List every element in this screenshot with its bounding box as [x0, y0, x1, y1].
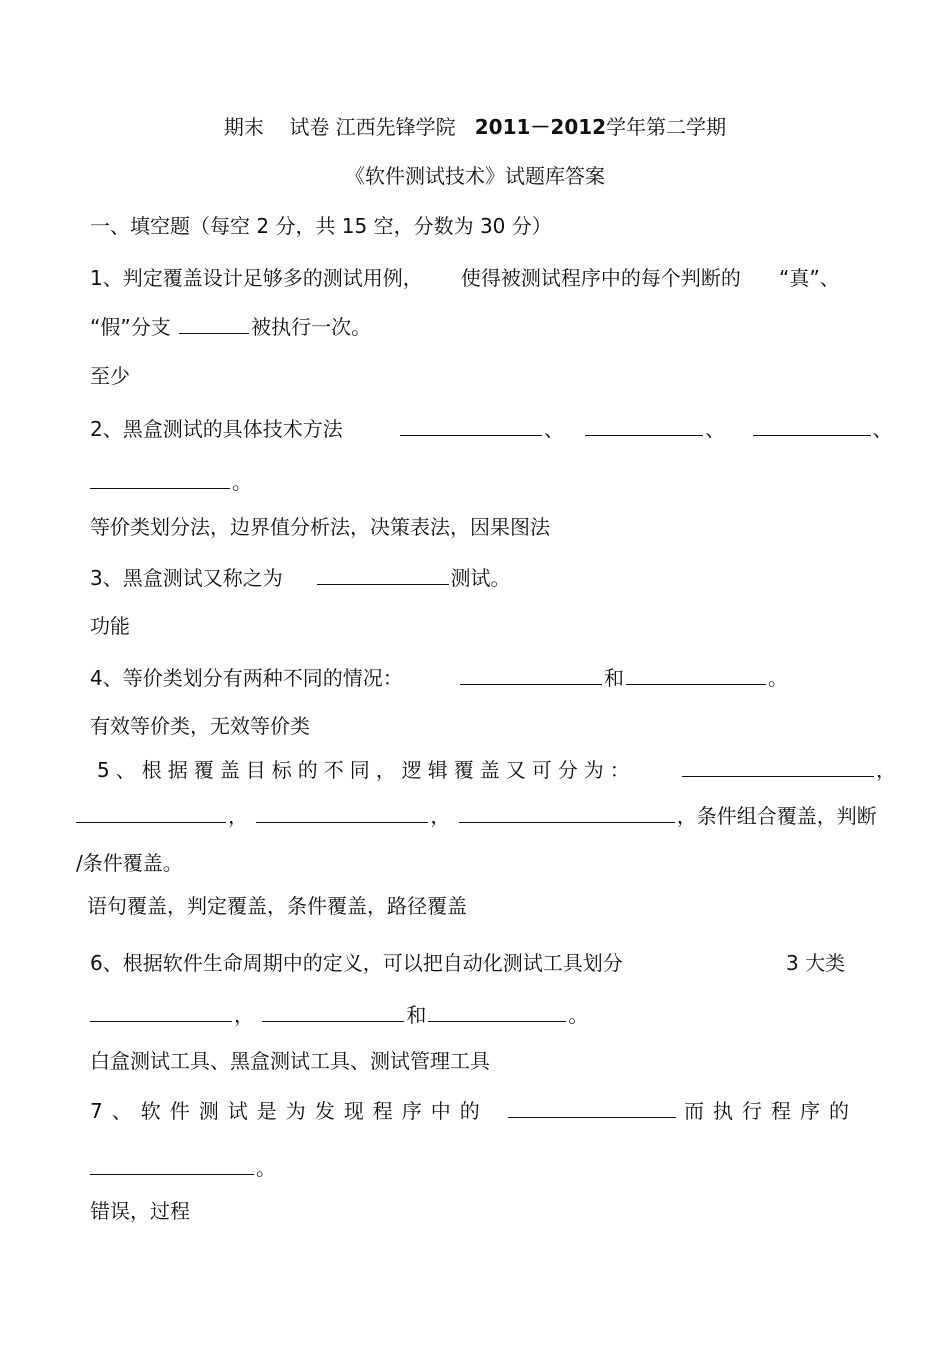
answer-blank — [626, 666, 766, 685]
q1-text-e: 被执行一次。 — [251, 315, 372, 339]
q2-sep: 、 — [544, 417, 564, 441]
answer-blank — [90, 1003, 232, 1022]
answer-5: 语句覆盖，判定覆盖，条件覆盖，路径覆盖 — [87, 894, 467, 918]
page-title — [0, 114, 950, 140]
answer-blank — [76, 804, 226, 823]
question-7-line-1 — [90, 1098, 489, 1124]
question-2-blanks — [398, 416, 893, 442]
section-heading: 一、填空题（每空 2 分，共 15 空，分数为 30 分） — [90, 214, 552, 238]
question-6-line-2 — [90, 1002, 588, 1028]
question-5-blank-1 — [680, 757, 896, 783]
answer-blank — [90, 1156, 254, 1175]
q4-end: 。 — [768, 666, 788, 690]
q6-comma: ， — [234, 1003, 254, 1027]
q7-end: 。 — [256, 1156, 276, 1180]
answer-7: 错误，过程 — [90, 1199, 190, 1223]
q5-comma: ， — [228, 804, 248, 828]
answer-1: 至少 — [90, 364, 130, 388]
q2-text-a: 2、黑盒测试的具体技术方法 — [90, 417, 343, 441]
question-6-line-1 — [90, 950, 623, 976]
question-4-blanks — [460, 665, 788, 691]
question-6-count: 3 大类 — [786, 951, 846, 975]
question-1-line-2 — [90, 314, 371, 340]
q3-text-b: 测试。 — [450, 566, 511, 590]
q7-text-a: 7、软件测试是为发现程序中的 — [90, 1099, 489, 1123]
q6-end: 。 — [568, 1003, 589, 1027]
answer-6: 白盒测试工具、黑盒测试工具、测试管理工具 — [90, 1049, 490, 1073]
answer-3: 功能 — [90, 614, 130, 638]
answer-blank — [460, 666, 602, 685]
q6-and: 和 — [406, 1003, 427, 1027]
title-years: 2011－2012 — [474, 115, 607, 139]
q3-text-a: 3、黑盒测试又称之为 — [90, 566, 283, 590]
q1-text-a: 1、判定覆盖设计足够多的测试用例， — [90, 266, 423, 290]
answer-2: 等价类划分法，边界值分析法，决策表法，因果图法 — [90, 515, 550, 539]
q4-and: 和 — [604, 666, 624, 690]
question-2-line-1 — [90, 416, 343, 442]
title-part-2: 试卷 江西先锋学院 — [289, 115, 456, 139]
answer-blank — [753, 417, 871, 436]
question-5-line-2 — [76, 803, 877, 829]
q2-end: 。 — [232, 470, 252, 494]
answer-blank — [262, 1003, 404, 1022]
q1-text-d: “假”分支 — [90, 315, 171, 339]
q2-sep: 、 — [872, 417, 893, 441]
q5-text-b: ，条件组合覆盖，判断 — [676, 804, 877, 828]
answer-blank — [400, 417, 542, 436]
answer-blank — [90, 470, 230, 489]
answer-4: 有效等价类，无效等价类 — [90, 714, 310, 738]
q1-text-b: 使得被测试程序中的每个判断的 — [460, 266, 741, 290]
answer-blank — [317, 566, 449, 585]
q2-sep: 、 — [705, 417, 726, 441]
answer-blank — [585, 417, 703, 436]
title-part-3: 学年第二学期 — [606, 115, 727, 139]
question-2-line-2 — [90, 469, 252, 495]
answer-blank — [179, 315, 249, 334]
answer-blank — [508, 1099, 676, 1118]
q6-text-a: 6、根据软件生命周期中的定义，可以把自动化测试工具划分 — [90, 951, 623, 975]
page-subtitle: 《软件测试技术》试题库答案 — [345, 164, 605, 188]
title-part-1: 期末 — [223, 115, 264, 139]
q1-text-c: “真”、 — [779, 266, 840, 290]
question-7-blank-1 — [508, 1098, 678, 1124]
q4-text-a: 4、等价类划分有两种不同的情况： — [90, 666, 403, 690]
question-5-line-1 — [97, 757, 636, 783]
q5-text-a: 5、根据覆盖目标的不同，逻辑覆盖又可分为： — [97, 758, 636, 782]
question-4-line-1 — [90, 665, 403, 691]
answer-blank — [682, 758, 874, 777]
q5-comma: ， — [876, 758, 896, 782]
answer-blank — [256, 804, 428, 823]
question-1-line-1 — [90, 265, 840, 291]
question-5-line-3: /条件覆盖。 — [76, 851, 183, 875]
answer-blank — [428, 1003, 566, 1022]
q5-comma: ， — [430, 804, 451, 828]
question-7-line-1-end: 而执行程序的 — [684, 1099, 858, 1123]
question-3-line-1 — [90, 565, 511, 591]
answer-blank — [459, 804, 675, 823]
question-7-line-2 — [90, 1155, 276, 1181]
